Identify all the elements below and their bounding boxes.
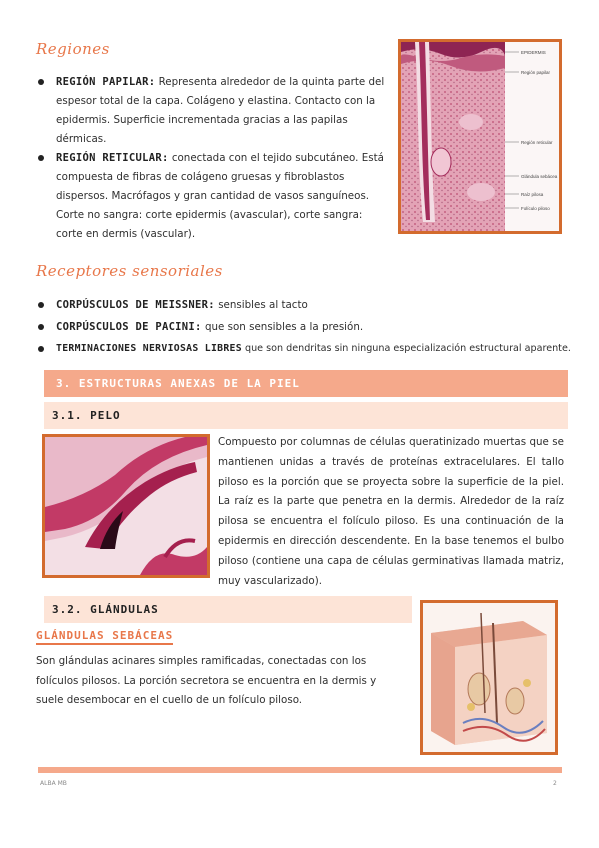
receptores-list xyxy=(36,294,576,360)
bullet-icon xyxy=(38,302,44,308)
dermis-histology-image xyxy=(398,39,562,234)
bullet-icon xyxy=(38,155,44,161)
glandulas-sebaceas-heading: GLÁNDULAS SEBÁCEAS xyxy=(36,629,173,645)
dermis-histology-drawing xyxy=(401,42,559,231)
section-3-title: 3. ESTRUCTURAS ANEXAS DE LA PIEL xyxy=(56,377,300,390)
pelo-paragraph: Compuesto por columnas de células queratinizado muertas que se mantienen unidas a través de proteínas extracelulares. El tallo piloso es la porción que se proyecta sobre la superficie de la piel. La raíz es la parte que penetra en la dermis. Alrededor de la raíz pilosa se encuentra el folículo piloso. Es una continuación de la epidermis en dirección descendente. En la base tenemos el bulbo piloso (contiene una capa de células germinativas llamada matriz, muy vascularizado). xyxy=(218,436,564,587)
list-item xyxy=(36,338,576,360)
term-label: TERMINACIONES NERVIOSAS LIBRES xyxy=(56,343,242,354)
term-text: sensibles al tacto xyxy=(214,299,308,311)
glandulas-title: 3.2. GLÁNDULAS xyxy=(52,603,159,616)
section-3-header xyxy=(44,370,568,397)
label-region-papilar: Región papilar xyxy=(521,70,551,75)
glandulas-paragraph: Son glándulas acinares simples ramificadas, conectadas con los folículos pilosos. La porción secretora se encuentra en la dermis y suele desembocar en el cuello de un folículo piloso. xyxy=(36,655,377,706)
term-text: Representa alrededor de la quinta parte del espesor total de la capa. Colágeno y elastina. Contacto con la epidermis. Superficie incrementada gracias a las papilas dérmicas. xyxy=(56,76,385,145)
term-label: CORPÚSCULOS DE PACINI: xyxy=(56,321,202,333)
sebaceous-gland-image xyxy=(420,600,558,755)
term-label: REGIÓN PAPILAR: xyxy=(56,76,156,88)
footer-divider xyxy=(38,767,562,773)
sebaceous-gland-drawing xyxy=(423,603,555,752)
list-item xyxy=(36,73,386,149)
bullet-icon xyxy=(38,79,44,85)
term-label: CORPÚSCULOS DE MEISSNER: xyxy=(56,299,215,311)
list-item xyxy=(36,316,576,338)
footer-page-number: 2 xyxy=(553,780,557,787)
pelo-title: 3.1. PELO xyxy=(52,409,121,422)
pelo-subheader xyxy=(44,402,568,429)
label-region-reticular: Región reticular xyxy=(521,140,553,145)
receptores-heading: Receptores sensoriales xyxy=(36,262,223,280)
footer-author: ALBA MB xyxy=(40,780,67,787)
bullet-icon xyxy=(38,324,44,330)
list-item xyxy=(36,149,386,244)
term-text: conectada con el tejido subcutáneo. Está compuesta de fibras de colágeno gruesas y fibroblastos dispersos. Macrófagos y gran cantidad de vasos sanguíneos. Corte no sangra: corte epidermis (avascular), corte sangra: corte en dermis (vascular). xyxy=(56,152,384,240)
term-text: que son sensibles a la presión. xyxy=(201,321,364,333)
list-item xyxy=(36,294,576,316)
bullet-icon xyxy=(38,346,44,352)
term-label: REGIÓN RETICULAR: xyxy=(56,152,169,164)
glandulas-subheader xyxy=(44,596,412,623)
label-raiz-pilosa: Raíz pilosa xyxy=(521,192,544,197)
term-text: que son dendritas sin ninguna especialización estructural aparente. xyxy=(241,343,571,354)
label-foliculo-piloso: Folículo piloso xyxy=(521,206,550,211)
hair-follicle-image xyxy=(42,434,210,578)
label-epidermis: EPIDERMIS xyxy=(521,50,546,55)
hair-follicle-drawing xyxy=(45,437,207,575)
regiones-heading: Regiones xyxy=(36,40,110,58)
label-glandula-sebacea: Glándula sebácea xyxy=(521,174,558,179)
regiones-list xyxy=(36,73,386,244)
